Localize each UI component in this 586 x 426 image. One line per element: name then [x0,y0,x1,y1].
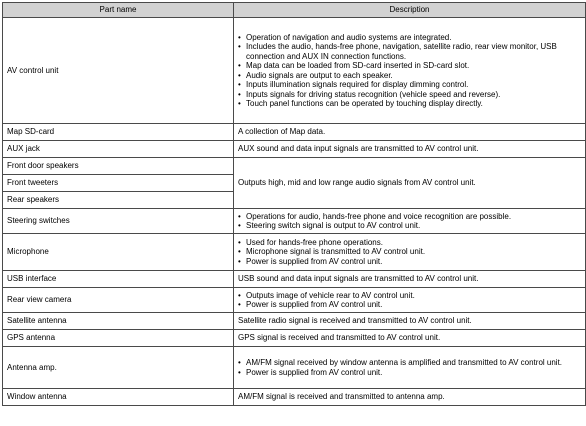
description-item: • Used for hands-free phone operations. [238,238,581,248]
table-row [3,18,586,124]
description-cell: Outputs high, mid and low range audio signals from AV control unit. [234,158,586,209]
part-name-cell: Microphone [3,234,234,271]
header-description: Description [234,3,586,18]
description-cell: Satellite radio signal is received and transmitted to AV control unit. [234,313,586,330]
description-cell [234,288,586,313]
description-item: • Touch panel functions can be operated by touching display directly. [238,99,581,109]
table-row [3,234,586,271]
parts-table [2,2,586,406]
part-name-cell: Rear view camera [3,288,234,313]
description-cell: GPS signal is received and transmitted to AV control unit. [234,330,586,347]
description-cell [234,209,586,234]
table-row [3,347,586,389]
table-header-row [3,3,586,18]
table-row [3,330,586,347]
description-item: • Power is supplied from AV control unit. [238,257,581,267]
table-row [3,158,586,175]
part-name-cell: Map SD-card [3,124,234,141]
description-item: • Map data can be loaded from SD-card inserted in SD-card slot. [238,61,581,71]
description-item: • Operation of navigation and audio systems are integrated. [238,33,581,43]
part-name-cell: Steering switches [3,209,234,234]
part-name-cell: GPS antenna [3,330,234,347]
table-row [3,209,586,234]
description-item: • Operations for audio, hands-free phone and voice recognition are possible. [238,212,581,222]
part-name-cell: Front tweeters [3,175,234,192]
part-name-cell: AV control unit [3,18,234,124]
description-item: • Outputs image of vehicle rear to AV control unit. [238,291,581,301]
description-item: • Audio signals are output to each speaker. [238,71,581,81]
description-cell: AM/FM signal is received and transmitted to antenna amp. [234,389,586,406]
part-name-cell: USB interface [3,271,234,288]
table-row [3,288,586,313]
description-cell [234,347,586,389]
description-item: • Microphone signal is transmitted to AV control unit. [238,247,581,257]
header-part-name: Part name [3,3,234,18]
description-item: • Includes the audio, hands-free phone, navigation, satellite radio, rear view monitor, USB connection and AUX IN connection functions. [238,42,581,61]
part-name-cell: Satellite antenna [3,313,234,330]
description-cell: AUX sound and data input signals are transmitted to AV control unit. [234,141,586,158]
description-item: • AM/FM signal received by window antenna is amplified and transmitted to AV control unit. [238,358,581,368]
description-list [238,358,581,377]
description-cell: USB sound and data input signals are transmitted to AV control unit. [234,271,586,288]
description-item: • Inputs signals for driving status recognition (vehicle speed and reverse). [238,90,581,100]
description-item: • Power is supplied from AV control unit. [238,368,581,378]
table-row [3,124,586,141]
table-row [3,389,586,406]
description-list [238,291,581,310]
part-name-cell: Rear speakers [3,192,234,209]
description-cell [234,18,586,124]
description-item: • Inputs illumination signals required for display dimming control. [238,80,581,90]
description-item: • Power is supplied from AV control unit. [238,300,581,310]
part-name-cell: AUX jack [3,141,234,158]
part-name-cell: Front door speakers [3,158,234,175]
description-list [238,33,581,109]
description-list [238,238,581,267]
description-cell [234,234,586,271]
description-cell: A collection of Map data. [234,124,586,141]
table-row [3,313,586,330]
part-name-cell: Window antenna [3,389,234,406]
description-item: • Steering switch signal is output to AV control unit. [238,221,581,231]
part-name-cell: Antenna amp. [3,347,234,389]
table-row [3,271,586,288]
table-row [3,141,586,158]
description-list [238,212,581,231]
